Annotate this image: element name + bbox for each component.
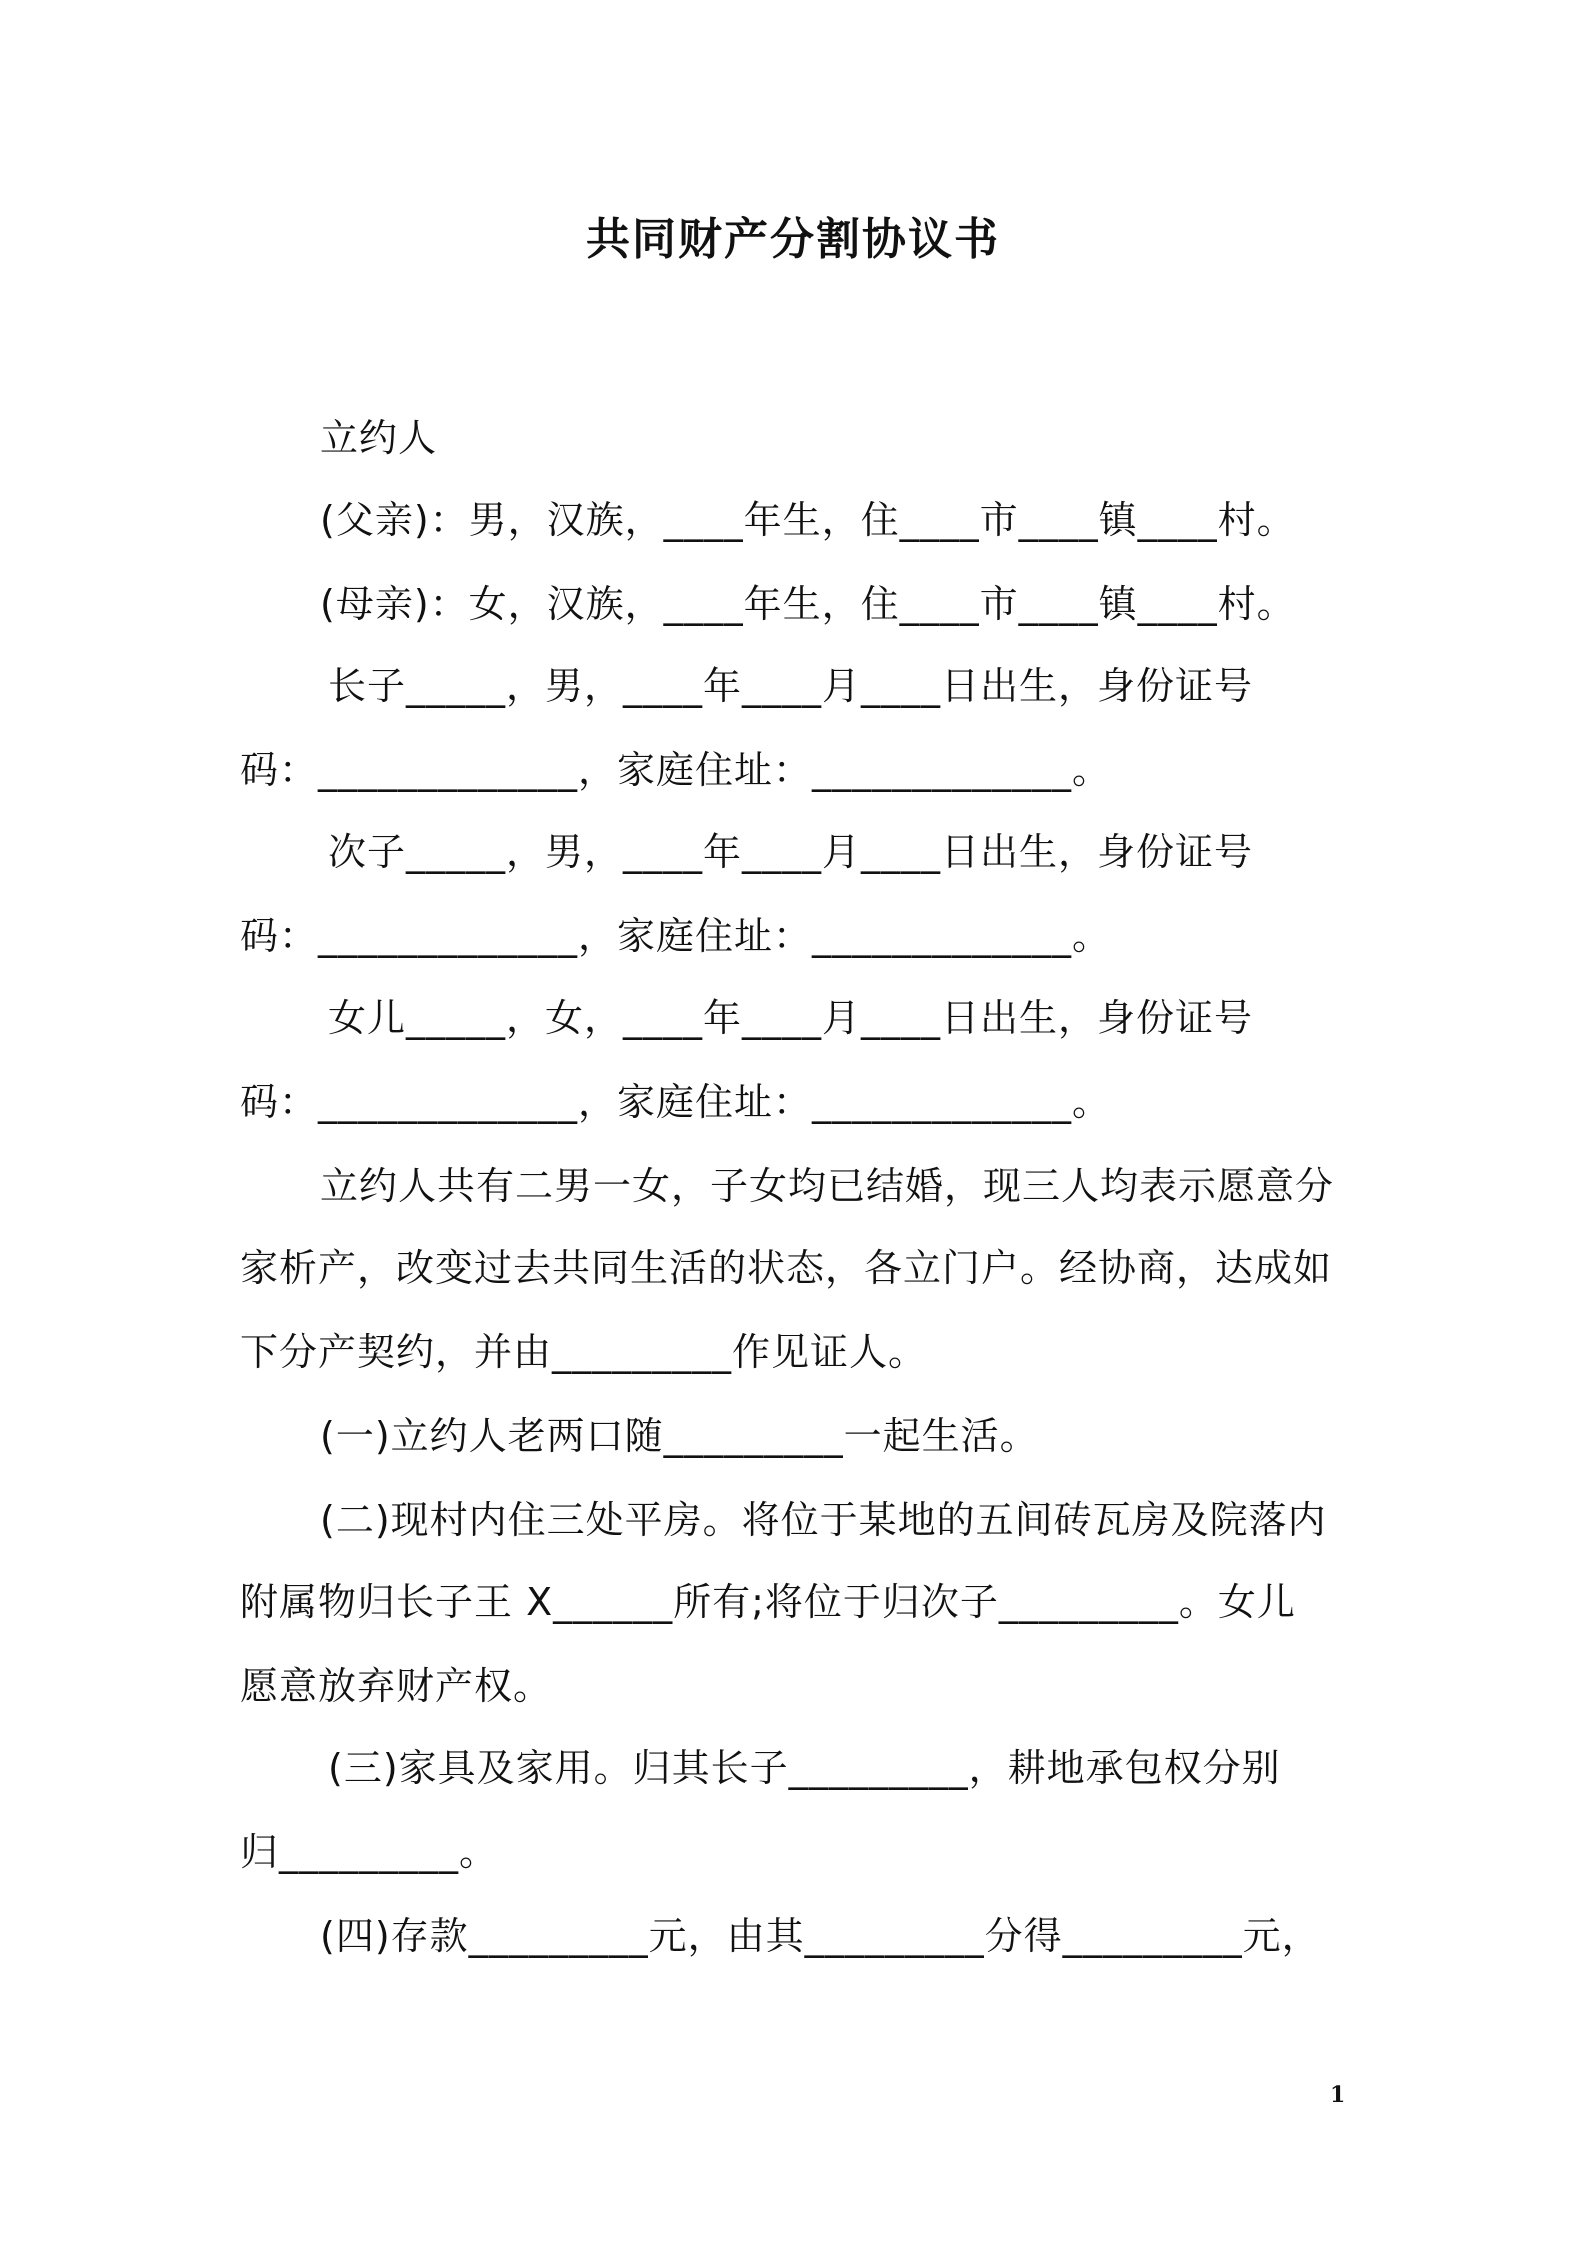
text-line: (母亲)：女，汉族，____年生，住____市____镇____村。 (320, 582, 1296, 626)
text-line: 立约人共有二男一女，子女均已结婚，现三人均表示愿意分 (320, 1164, 1335, 1208)
text-line: 家析产，改变过去共同生活的状态，各立门户。经协商，达成如 (240, 1246, 1333, 1290)
page-number: 1 (1330, 2082, 1346, 2108)
text-line: 愿意放弃财产权。 (240, 1664, 553, 1708)
text-line: 码：_____________，家庭住址：_____________。 (240, 1080, 1112, 1124)
text-line: 女儿_____，女，____年____月____日出生，身份证号 (328, 996, 1254, 1040)
text-line: 次子_____，男，____年____月____日出生，身份证号 (328, 830, 1254, 874)
text-line: 立约人 (320, 416, 438, 460)
text-line: (二)现村内住三处平房。将位于某地的五间砖瓦房及院落内 (320, 1498, 1327, 1542)
text-line: 长子_____，男，____年____月____日出生，身份证号 (328, 664, 1254, 708)
text-line: 码：_____________，家庭住址：_____________。 (240, 914, 1112, 958)
text-line: 下分产契约，并由_________作见证人。 (240, 1330, 928, 1374)
text-line: 归_________。 (240, 1830, 499, 1874)
document-title: 共同财产分割协议书 (586, 214, 1000, 265)
text-line: 码：_____________，家庭住址：_____________。 (240, 748, 1112, 792)
text-line: (三)家具及家用。归其长子_________，耕地承包权分别 (328, 1746, 1281, 1790)
text-line: (四)存款_________元，由其_________分得_________元， (320, 1914, 1321, 1958)
text-line: (父亲)：男，汉族，____年生，住____市____镇____村。 (320, 498, 1296, 542)
text-line: (一)立约人老两口随_________一起生活。 (320, 1414, 1039, 1458)
text-line: 附属物归长子王 X______所有;将位于归次子_________。女儿 (240, 1580, 1296, 1624)
